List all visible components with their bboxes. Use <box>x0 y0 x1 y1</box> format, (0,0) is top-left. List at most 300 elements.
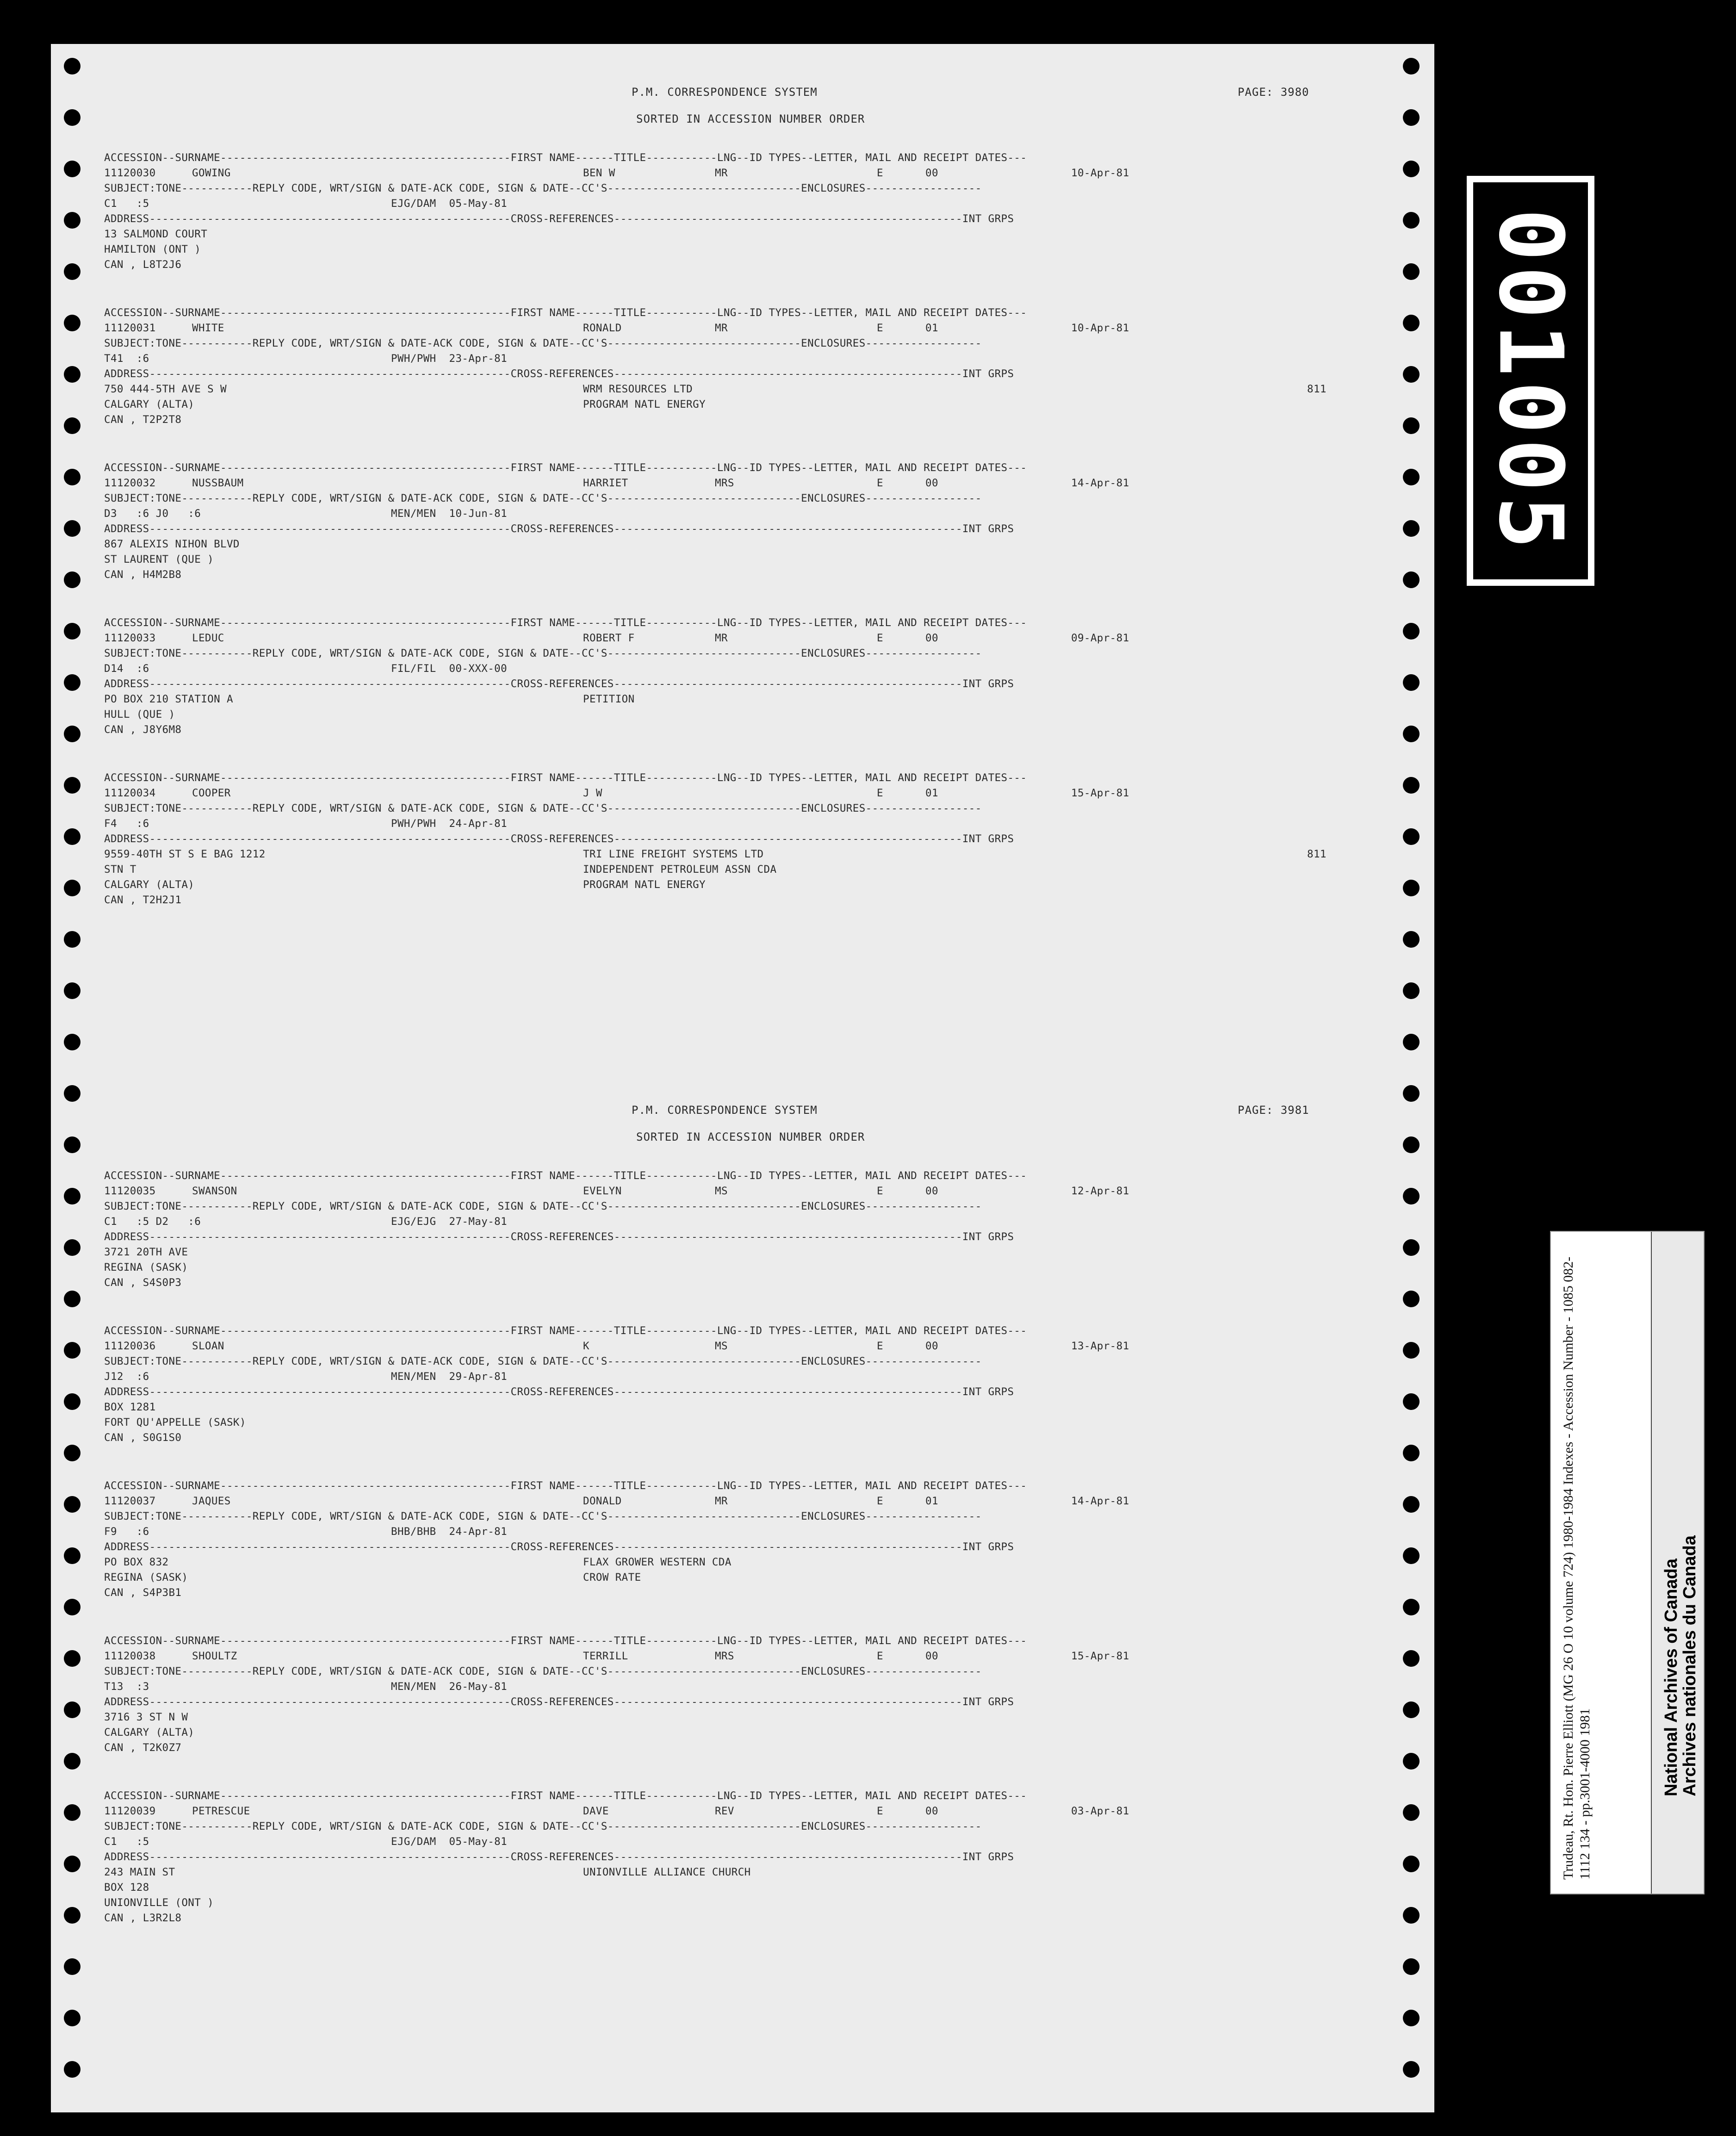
correspondence-record <box>104 460 1390 615</box>
first-name: K <box>583 1340 589 1352</box>
accession-number: 11120037 <box>104 1495 156 1507</box>
subject-header-line: SUBJECT:TONE-----------REPLY CODE, WRT/SIGN & DATE-ACK CODE, SIGN & DATE--CC'S------------------------------ENCLOSURES------------------ <box>104 1820 982 1832</box>
tractor-hole <box>64 1907 81 1924</box>
record-values-row <box>104 1804 1390 1819</box>
address-row <box>104 537 1390 552</box>
header-row <box>104 305 1390 321</box>
subject-header-row <box>104 1664 1390 1679</box>
letter-date: 15-Apr-81 <box>1071 1650 1129 1662</box>
correspondence-record <box>104 305 1390 460</box>
subject-values-row <box>104 196 1390 211</box>
tractor-hole <box>64 212 81 229</box>
address-header-line: ADDRESS--------------------------------------------------------CROSS-REFERENCES------------------------------------------------------INT GRPS <box>104 1541 1014 1553</box>
address-header-line: ADDRESS--------------------------------------------------------CROSS-REFERENCES------------------------------------------------------INT GRPS <box>104 1231 1014 1243</box>
subject-values-row <box>104 1679 1390 1695</box>
address-row <box>104 1865 1390 1880</box>
letter-date: 10-Apr-81 <box>1071 167 1129 179</box>
address-header-line: ADDRESS--------------------------------------------------------CROSS-REFERENCES------------------------------------------------------INT GRPS <box>104 833 1014 845</box>
header-row <box>104 1788 1390 1804</box>
record-values-row <box>104 1649 1390 1664</box>
address-line: CAN , T2K0Z7 <box>104 1742 182 1754</box>
address-line: 867 ALEXIS NIHON BLVD <box>104 538 240 550</box>
id-types: 01 <box>925 322 938 334</box>
language: E <box>877 632 883 644</box>
address-line: CAN , T2P2T8 <box>104 414 182 426</box>
subject-header-row <box>104 1199 1390 1214</box>
tractor-hole <box>64 1136 81 1153</box>
address-header-line: ADDRESS--------------------------------------------------------CROSS-REFERENCES------------------------------------------------------INT GRPS <box>104 523 1014 535</box>
address-line: BOX 128 <box>104 1881 149 1894</box>
frame-number: 001005 <box>1479 208 1582 554</box>
record-values-row <box>104 1339 1390 1354</box>
reply-code: BHB/BHB 24-Apr-81 <box>391 1526 508 1538</box>
subject-header-row <box>104 491 1390 506</box>
subject-tone: F4 :6 <box>104 818 149 830</box>
archive-institution-panel <box>1651 1232 1704 1894</box>
address-row <box>104 242 1390 257</box>
tractor-hole <box>64 828 81 845</box>
header-row <box>104 1168 1390 1184</box>
record-header-line: ACCESSION--SURNAME---------------------------------------------FIRST NAME------TITLE-----------LNG--ID TYPES--LETTER, MAIL AND RECEIPT DATES--- <box>104 617 1027 629</box>
tractor-hole <box>64 982 81 999</box>
language: E <box>877 322 883 334</box>
tractor-hole <box>1403 2010 1420 2026</box>
address-line: BOX 1281 <box>104 1401 156 1413</box>
tractor-hole <box>1403 1445 1420 1461</box>
address-line: FORT QU'APPELLE (SASK) <box>104 1416 246 1428</box>
address-row <box>104 1911 1390 1926</box>
address-line: CALGARY (ALTA) <box>104 879 195 891</box>
subject-header-row <box>104 1509 1390 1524</box>
subject-header-line: SUBJECT:TONE-----------REPLY CODE, WRT/SIGN & DATE-ACK CODE, SIGN & DATE--CC'S------------------------------ENCLOSURES------------------ <box>104 1200 982 1212</box>
cross-reference: INDEPENDENT PETROLEUM ASSN CDA <box>583 863 777 876</box>
address-line: 3716 3 ST N W <box>104 1711 188 1723</box>
cross-reference: PROGRAM NATL ENERGY <box>583 879 706 891</box>
header-row <box>104 460 1390 476</box>
address-row <box>104 847 1390 862</box>
tractor-hole <box>64 880 81 896</box>
record-header-line: ACCESSION--SURNAME---------------------------------------------FIRST NAME------TITLE-----------LNG--ID TYPES--LETTER, MAIL AND RECEIPT DATES--- <box>104 1480 1027 1492</box>
address-row <box>104 1740 1390 1756</box>
tractor-hole <box>64 1701 81 1718</box>
tractor-hole <box>1403 1804 1420 1821</box>
subject-header-line: SUBJECT:TONE-----------REPLY CODE, WRT/SIGN & DATE-ACK CODE, SIGN & DATE--CC'S------------------------------ENCLOSURES------------------ <box>104 182 982 194</box>
first-name: EVELYN <box>583 1185 622 1197</box>
address-row <box>104 1430 1390 1446</box>
id-types: 00 <box>925 1185 938 1197</box>
subject-values-row <box>104 351 1390 366</box>
record-header-line: ACCESSION--SURNAME---------------------------------------------FIRST NAME------TITLE-----------LNG--ID TYPES--LETTER, MAIL AND RECEIPT DATES--- <box>104 1170 1027 1182</box>
surname: NUSSBAUM <box>192 477 244 489</box>
reply-code: EJG/EJG 27-May-81 <box>391 1216 508 1228</box>
language: E <box>877 1805 883 1817</box>
subject-tone: C1 :5 <box>104 198 149 210</box>
address-line: REGINA (SASK) <box>104 1261 188 1273</box>
subject-values-row <box>104 816 1390 832</box>
first-name: BEN W <box>583 167 615 179</box>
system-title: P.M. CORRESPONDENCE SYSTEM <box>632 1104 818 1117</box>
accession-number: 11120035 <box>104 1185 156 1197</box>
subject-header-line: SUBJECT:TONE-----------REPLY CODE, WRT/SIGN & DATE-ACK CODE, SIGN & DATE--CC'S------------------------------ENCLOSURES------------------ <box>104 337 982 349</box>
address-row <box>104 893 1390 908</box>
correspondence-record <box>104 1788 1390 1944</box>
tractor-hole <box>1403 571 1420 588</box>
printout-page-3981 <box>104 1104 1390 1944</box>
subject-header-line: SUBJECT:TONE-----------REPLY CODE, WRT/SIGN & DATE-ACK CODE, SIGN & DATE--CC'S------------------------------ENCLOSURES------------------ <box>104 647 982 659</box>
first-name: TERRILL <box>583 1650 628 1662</box>
subject-values-row <box>104 506 1390 522</box>
address-row <box>104 1275 1390 1291</box>
address-header-row <box>104 1385 1390 1400</box>
tractor-hole <box>64 1445 81 1461</box>
correspondence-record <box>104 150 1390 305</box>
record-header-line: ACCESSION--SURNAME---------------------------------------------FIRST NAME------TITLE-----------LNG--ID TYPES--LETTER, MAIL AND RECEIPT DATES--- <box>104 462 1027 474</box>
title: MRS <box>715 1650 734 1662</box>
title: MR <box>715 1495 728 1507</box>
letter-date: 14-Apr-81 <box>1071 477 1129 489</box>
language: E <box>877 477 883 489</box>
record-header-line: ACCESSION--SURNAME---------------------------------------------FIRST NAME------TITLE-----------LNG--ID TYPES--LETTER, MAIL AND RECEIPT DATES--- <box>104 307 1027 319</box>
record-values-row <box>104 1184 1390 1199</box>
address-line: CALGARY (ALTA) <box>104 398 195 410</box>
address-row <box>104 1895 1390 1911</box>
tractor-hole <box>64 1496 81 1513</box>
address-line: 9559-40TH ST S E BAG 1212 <box>104 848 266 860</box>
address-row <box>104 1725 1390 1740</box>
title: MR <box>715 167 728 179</box>
address-row <box>104 1585 1390 1601</box>
address-line: REGINA (SASK) <box>104 1571 188 1583</box>
correspondence-record <box>104 1168 1390 1323</box>
tractor-hole <box>64 1650 81 1667</box>
id-types: 01 <box>925 787 938 799</box>
subject-header-line: SUBJECT:TONE-----------REPLY CODE, WRT/SIGN & DATE-ACK CODE, SIGN & DATE--CC'S------------------------------ENCLOSURES------------------ <box>104 802 982 814</box>
archive-institution <box>1662 1241 1699 1796</box>
printout-page-3980 <box>104 86 1390 925</box>
language: E <box>877 167 883 179</box>
subject-tone: D14 :6 <box>104 663 149 675</box>
address-header-line: ADDRESS--------------------------------------------------------CROSS-REFERENCES------------------------------------------------------INT GRPS <box>104 213 1014 225</box>
tractor-hole <box>1403 1753 1420 1770</box>
tractor-hole <box>64 520 81 537</box>
id-types: 00 <box>925 1650 938 1662</box>
tractor-hole <box>64 1291 81 1307</box>
accession-number: 11120032 <box>104 477 156 489</box>
record-values-row <box>104 786 1390 801</box>
cross-reference: FLAX GROWER WESTERN CDA <box>583 1556 732 1568</box>
first-name: HARRIET <box>583 477 628 489</box>
address-line: PO BOX 832 <box>104 1556 169 1568</box>
record-values-row <box>104 631 1390 646</box>
tractor-hole <box>64 674 81 691</box>
institution-french: Archives nationales du Canada <box>1680 1535 1699 1796</box>
address-header-row <box>104 1695 1390 1710</box>
record-values-row <box>104 166 1390 181</box>
first-name: J W <box>583 787 602 799</box>
tractor-hole <box>1403 1136 1420 1153</box>
subject-tone: D3 :6 J0 :6 <box>104 508 201 520</box>
address-header-line: ADDRESS--------------------------------------------------------CROSS-REFERENCES------------------------------------------------------INT GRPS <box>104 1696 1014 1708</box>
tractor-hole <box>64 109 81 126</box>
tractor-hole <box>64 1599 81 1615</box>
address-row <box>104 1880 1390 1895</box>
tractor-hole <box>64 1393 81 1410</box>
subject-header-line: SUBJECT:TONE-----------REPLY CODE, WRT/SIGN & DATE-ACK CODE, SIGN & DATE--CC'S------------------------------ENCLOSURES------------------ <box>104 1355 982 1367</box>
letter-date: 12-Apr-81 <box>1071 1185 1129 1197</box>
subject-tone: J12 :6 <box>104 1371 149 1383</box>
address-row <box>104 552 1390 567</box>
subject-header-row <box>104 181 1390 196</box>
tractor-hole <box>64 1239 81 1256</box>
address-row <box>104 1570 1390 1585</box>
tractor-hole <box>64 2010 81 2026</box>
tractor-hole <box>1403 263 1420 280</box>
reply-code: MEN/MEN 29-Apr-81 <box>391 1371 508 1383</box>
tractor-hole <box>1403 1599 1420 1615</box>
subject-header-line: SUBJECT:TONE-----------REPLY CODE, WRT/SIGN & DATE-ACK CODE, SIGN & DATE--CC'S------------------------------ENCLOSURES------------------ <box>104 492 982 504</box>
cross-reference: CROW RATE <box>583 1571 641 1583</box>
tractor-hole <box>64 1547 81 1564</box>
tractor-hole <box>64 1958 81 1975</box>
accession-number: 11120036 <box>104 1340 156 1352</box>
accession-number: 11120038 <box>104 1650 156 1662</box>
correspondence-record <box>104 615 1390 770</box>
tractor-hole <box>1403 58 1420 75</box>
accession-number: 11120030 <box>104 167 156 179</box>
tractor-hole <box>64 1753 81 1770</box>
tractor-hole <box>64 1034 81 1050</box>
record-header-line: ACCESSION--SURNAME---------------------------------------------FIRST NAME------TITLE-----------LNG--ID TYPES--LETTER, MAIL AND RECEIPT DATES--- <box>104 1635 1027 1647</box>
tractor-hole <box>64 623 81 640</box>
tractor-hole <box>64 469 81 485</box>
address-header-row <box>104 522 1390 537</box>
title: MR <box>715 322 728 334</box>
subject-header-row <box>104 646 1390 661</box>
record-values-row <box>104 321 1390 336</box>
address-row <box>104 1415 1390 1430</box>
first-name: DAVE <box>583 1805 609 1817</box>
address-row <box>104 692 1390 707</box>
address-line: 13 SALMOND COURT <box>104 228 208 240</box>
first-name: RONALD <box>583 322 622 334</box>
surname: SWANSON <box>192 1185 237 1197</box>
tractor-hole <box>1403 1034 1420 1050</box>
tractor-hole <box>64 1188 81 1205</box>
surname: GOWING <box>192 167 231 179</box>
tractor-hole <box>64 58 81 75</box>
subject-tone: C1 :5 <box>104 1836 149 1848</box>
reply-code: PWH/PWH 23-Apr-81 <box>391 353 508 365</box>
int-groups: 811 <box>1307 383 1327 395</box>
address-row <box>104 1245 1390 1260</box>
cross-reference: UNIONVILLE ALLIANCE CHURCH <box>583 1866 751 1878</box>
letter-date: 13-Apr-81 <box>1071 1340 1129 1352</box>
subject-values-row <box>104 661 1390 677</box>
int-groups: 811 <box>1307 848 1327 860</box>
reply-code: FIL/FIL 00-XXX-00 <box>391 663 508 675</box>
reply-code: MEN/MEN 10-Jun-81 <box>391 508 508 520</box>
correspondence-record <box>104 1323 1390 1478</box>
reply-code: EJG/DAM 05-May-81 <box>391 1836 508 1848</box>
title: MRS <box>715 477 734 489</box>
header-row <box>104 770 1390 786</box>
address-line: HAMILTON (ONT ) <box>104 243 201 255</box>
surname: LEDUC <box>192 632 224 644</box>
tractor-hole <box>1403 982 1420 999</box>
address-header-row <box>104 1540 1390 1555</box>
address-header-line: ADDRESS--------------------------------------------------------CROSS-REFERENCES------------------------------------------------------INT GRPS <box>104 678 1014 690</box>
address-header-line: ADDRESS--------------------------------------------------------CROSS-REFERENCES------------------------------------------------------INT GRPS <box>104 1851 1014 1863</box>
language: E <box>877 1340 883 1352</box>
header-row <box>104 1323 1390 1339</box>
address-header-row <box>104 832 1390 847</box>
tractor-hole <box>1403 1085 1420 1102</box>
title: MS <box>715 1185 728 1197</box>
tractor-hole <box>64 366 81 383</box>
sort-title: SORTED IN ACCESSION NUMBER ORDER <box>636 1130 865 1143</box>
address-line: CAN , T2H2J1 <box>104 894 182 906</box>
subject-header-row <box>104 801 1390 816</box>
tractor-hole <box>1403 880 1420 896</box>
address-line: CAN , J8Y6M8 <box>104 724 182 736</box>
tractor-hole <box>64 931 81 948</box>
correspondence-record <box>104 770 1390 925</box>
address-row <box>104 1260 1390 1275</box>
subject-header-row <box>104 1354 1390 1369</box>
first-name: ROBERT F <box>583 632 635 644</box>
address-row <box>104 722 1390 738</box>
subject-header-row <box>104 1819 1390 1834</box>
address-line: CAN , H4M2B8 <box>104 569 182 581</box>
surname: SLOAN <box>192 1340 224 1352</box>
archive-label <box>1550 1231 1705 1894</box>
address-line: HULL (QUE ) <box>104 708 175 720</box>
address-row <box>104 567 1390 583</box>
header-row <box>104 1478 1390 1494</box>
surname: PETRESCUE <box>192 1805 250 1817</box>
address-row <box>104 862 1390 877</box>
tractor-hole <box>1403 1291 1420 1307</box>
page-header <box>104 1104 1390 1168</box>
record-header-line: ACCESSION--SURNAME---------------------------------------------FIRST NAME------TITLE-----------LNG--ID TYPES--LETTER, MAIL AND RECEIPT DATES--- <box>104 1325 1027 1337</box>
record-header-line: ACCESSION--SURNAME---------------------------------------------FIRST NAME------TITLE-----------LNG--ID TYPES--LETTER, MAIL AND RECEIPT DATES--- <box>104 1790 1027 1802</box>
language: E <box>877 1650 883 1662</box>
archive-description: Trudeau, Rt. Hon. Pierre Elliott (MG 26 O 10 volume 724) 1980-1984 Indexes - Accession Number - 1085 082-1112 134 - pp.3001-4000 1981 <box>1561 1256 1593 1880</box>
title: REV <box>715 1805 734 1817</box>
subject-values-row <box>104 1834 1390 1850</box>
subject-header-line: SUBJECT:TONE-----------REPLY CODE, WRT/SIGN & DATE-ACK CODE, SIGN & DATE--CC'S------------------------------ENCLOSURES------------------ <box>104 1510 982 1522</box>
correspondence-record <box>104 1633 1390 1788</box>
address-row <box>104 257 1390 273</box>
tractor-hole <box>64 161 81 177</box>
tractor-hole <box>64 777 81 794</box>
accession-number: 11120039 <box>104 1805 156 1817</box>
header-row <box>104 615 1390 631</box>
id-types: 00 <box>925 1805 938 1817</box>
letter-date: 15-Apr-81 <box>1071 787 1129 799</box>
address-header-row <box>104 1850 1390 1865</box>
header-row <box>104 1633 1390 1649</box>
address-line: PO BOX 210 STATION A <box>104 693 233 705</box>
tractor-hole <box>64 1342 81 1359</box>
record-header-line: ACCESSION--SURNAME---------------------------------------------FIRST NAME------TITLE-----------LNG--ID TYPES--LETTER, MAIL AND RECEIPT DATES--- <box>104 772 1027 784</box>
address-row <box>104 1555 1390 1570</box>
surname: JAQUES <box>192 1495 231 1507</box>
cross-reference: PETITION <box>583 693 635 705</box>
tractor-hole <box>1403 726 1420 742</box>
address-line: CAN , L8T2J6 <box>104 259 182 271</box>
tractor-hole <box>1403 1958 1420 1975</box>
address-header-row <box>104 1229 1390 1245</box>
correspondence-record <box>104 1478 1390 1633</box>
tractor-hole <box>64 726 81 742</box>
tractor-hole <box>64 417 81 434</box>
cross-reference: PROGRAM NATL ENERGY <box>583 398 706 410</box>
accession-number: 11120033 <box>104 632 156 644</box>
reply-code: PWH/PWH 24-Apr-81 <box>391 818 508 830</box>
address-row <box>104 412 1390 428</box>
tractor-hole <box>64 571 81 588</box>
record-values-row <box>104 476 1390 491</box>
frame-number-stamp <box>1467 176 1594 586</box>
address-line: 750 444-5TH AVE S W <box>104 383 227 395</box>
reply-code: EJG/DAM 05-May-81 <box>391 198 508 210</box>
printout-sheet <box>51 44 1434 2112</box>
address-line: CALGARY (ALTA) <box>104 1726 195 1739</box>
id-types: 00 <box>925 167 938 179</box>
address-row <box>104 707 1390 722</box>
id-types: 00 <box>925 477 938 489</box>
letter-date: 10-Apr-81 <box>1071 322 1129 334</box>
address-line: ST LAURENT (QUE ) <box>104 553 214 565</box>
page-header <box>104 86 1390 150</box>
tractor-hole <box>1403 417 1420 434</box>
address-line: CAN , S4S0P3 <box>104 1277 182 1289</box>
address-line: 243 MAIN ST <box>104 1866 175 1878</box>
letter-date: 03-Apr-81 <box>1071 1805 1129 1817</box>
address-header-row <box>104 677 1390 692</box>
record-list <box>104 150 1390 925</box>
header-row <box>104 150 1390 166</box>
left-tractor-holes <box>64 44 82 2112</box>
subject-values-row <box>104 1524 1390 1540</box>
address-line: 3721 20TH AVE <box>104 1246 188 1258</box>
id-types: 00 <box>925 632 938 644</box>
institution-english: National Archives of Canada <box>1662 1559 1681 1796</box>
tractor-hole <box>1403 931 1420 948</box>
record-header-line: ACCESSION--SURNAME---------------------------------------------FIRST NAME------TITLE-----------LNG--ID TYPES--LETTER, MAIL AND RECEIPT DATES--- <box>104 152 1027 164</box>
page-number: PAGE: 3981 <box>1238 1104 1309 1117</box>
address-header-line: ADDRESS--------------------------------------------------------CROSS-REFERENCES------------------------------------------------------INT GRPS <box>104 1386 1014 1398</box>
address-row <box>104 382 1390 397</box>
surname: WHITE <box>192 322 224 334</box>
address-row <box>104 397 1390 412</box>
address-header-row <box>104 211 1390 227</box>
record-values-row <box>104 1494 1390 1509</box>
tractor-hole <box>64 1804 81 1821</box>
cross-reference: WRM RESOURCES LTD <box>583 383 693 395</box>
record-list <box>104 1168 1390 1944</box>
tractor-hole <box>64 2061 81 2078</box>
page-number: PAGE: 3980 <box>1238 86 1309 99</box>
address-line: CAN , L3R2L8 <box>104 1912 182 1924</box>
subject-tone: T41 :6 <box>104 353 149 365</box>
address-line: CAN , S4P3B1 <box>104 1587 182 1599</box>
tractor-hole <box>64 263 81 280</box>
accession-number: 11120031 <box>104 322 156 334</box>
reply-code: MEN/MEN 26-May-81 <box>391 1681 508 1693</box>
subject-tone: C1 :5 D2 :6 <box>104 1216 201 1228</box>
